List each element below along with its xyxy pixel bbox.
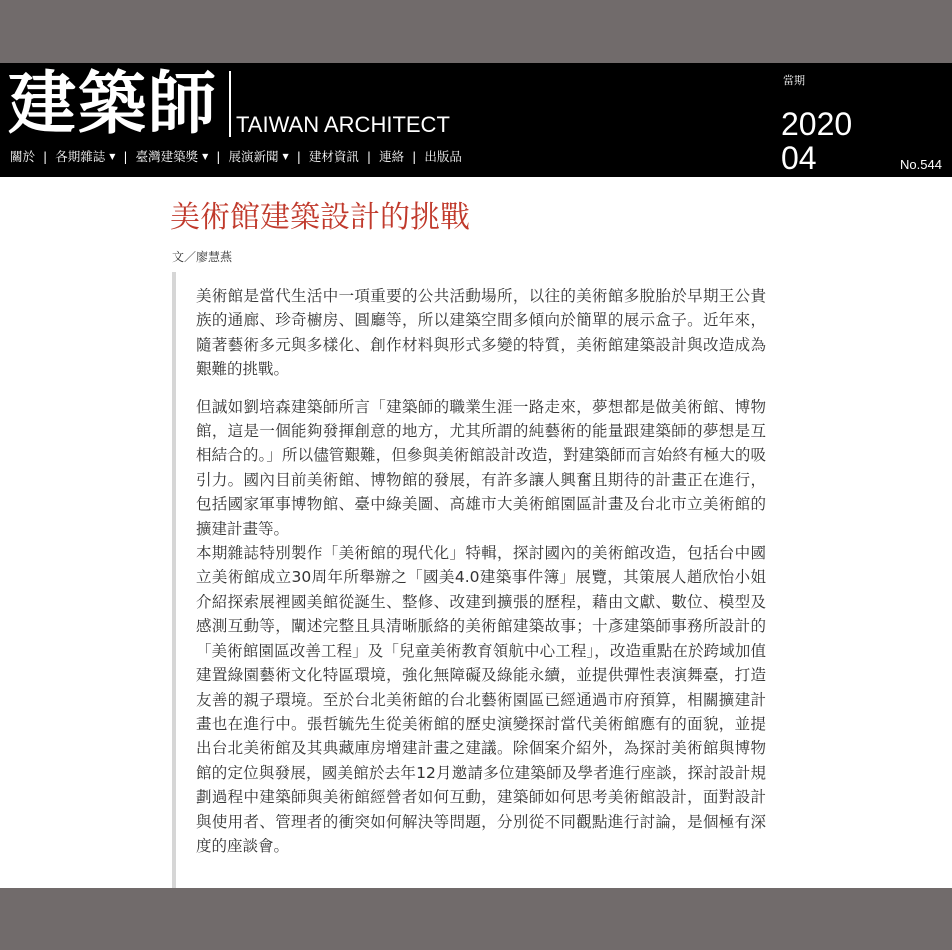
nav-separator: | — [216, 149, 221, 164]
nav-separator: | — [366, 149, 372, 164]
issue-year[interactable]: 2020 — [781, 106, 853, 142]
caret-down-icon: ▼ — [109, 152, 116, 161]
issue-month[interactable]: 04 — [781, 140, 817, 176]
issue-number[interactable]: No.544 — [900, 157, 942, 172]
article-body — [172, 272, 776, 888]
nav-item-contact[interactable]: 連絡 — [379, 149, 405, 164]
nav-separator: | — [123, 149, 128, 164]
nav-item-materials[interactable]: 建材資訊 — [308, 149, 359, 164]
nav-item-about[interactable]: 關於 — [10, 149, 36, 164]
caret-down-icon: ▼ — [282, 152, 289, 161]
nav-separator: | — [412, 149, 417, 164]
main-nav — [10, 148, 462, 166]
site-logo-chinese[interactable]: 建築師 — [8, 64, 219, 144]
article-title: 美術館建築設計的挑戰 — [170, 200, 470, 235]
nav-item-issues[interactable]: 各期雜誌 ▼ — [55, 149, 116, 164]
article-content — [0, 177, 952, 888]
site-header — [0, 63, 952, 177]
article-byline: 文／廖慧燕 — [172, 250, 233, 264]
current-issue-label: 當期 — [783, 74, 805, 87]
nav-item-publications[interactable]: 出版品 — [424, 149, 462, 164]
site-logo-english[interactable]: TAIWAN ARCHITECT — [236, 112, 450, 137]
logo-divider — [229, 71, 231, 137]
article-body-text — [196, 284, 766, 858]
nav-separator: | — [296, 149, 301, 164]
article-paragraph: 美術館是當代生活中一項重要的公共活動場所，以往的美術館多脫胎於早期王公貴族的通廊、珍奇櫥房、圓廳等，所以建築空間多傾向於簡單的展示盒子。近年來，隨著藝術多元與多樣化、創作材料與形式多變的特質，美術館建築設計與改造成為艱難的挑戰。 — [196, 287, 766, 379]
article-paragraph: 本期雜誌特別製作「美術館的現代化」特輯，探討國內的美術館改造，包括台中國立美術館成立30周年所舉辦之「國美4.0建築事件簿」展覽，其策展人趙欣怡小姐介紹探索展裡國美館從誕生、整修、改建到擴張的歷程，藉由文獻、數位、模型及感測互動等，闡述完整且具清晰脈絡的美術館建築故事；十彥建築師事務所設計的「美術館園區改善工程」及「兒童美術教育領航中心工程」，改造重點在於跨域加值建置綠園藝術文化特區環境，強化無障礙及綠能永續，並提供彈性表演舞臺，打造友善的親子環境。至於台北美術館的台北藝術園區已經通過市府預算，相關擴建計畫也在進行中。張哲毓先生從美術館的歷史演變探討當代美術館應有的面貌，並提出台北美術館及其典藏庫房增建計畫之建議。除個案介紹外，為探討美術館與博物館的定位與發展，國美館於去年12月邀請多位建築師及學者進行座談，探討設計規劃過程中建築師與美術館經營者如何互動，建築師如何思考美術館設計，面對設計與使用者、管理者的衝突如何解決等問題，分別從不同觀點進行討論，是個極有深度的座談會。 — [196, 544, 766, 855]
nav-separator: | — [43, 149, 48, 164]
nav-item-taiwan-architecture-award[interactable]: 臺灣建築獎 ▼ — [135, 149, 209, 164]
article-paragraph: 但誠如劉培森建築師所言「建築師的職業生涯一路走來，夢想都是做美術館、博物館，這是一個能夠發揮創意的地方，尤其所謂的純藝術的能量跟建築師的夢想是互相結合的。」所以儘管艱難，但參與美術館設計改造，對建築師而言始終有極大的吸引力。國內目前美術館、博物館的發展，有許多讓人興奮且期待的計畫正在進行，包括國家軍事博物館、臺中綠美圖、高雄市大美術館園區計畫及台北市立美術館的擴建計畫等。 — [196, 397, 766, 538]
nav-item-exhibition-news[interactable]: 展演新聞 ▼ — [228, 149, 289, 164]
caret-down-icon: ▼ — [202, 152, 209, 161]
